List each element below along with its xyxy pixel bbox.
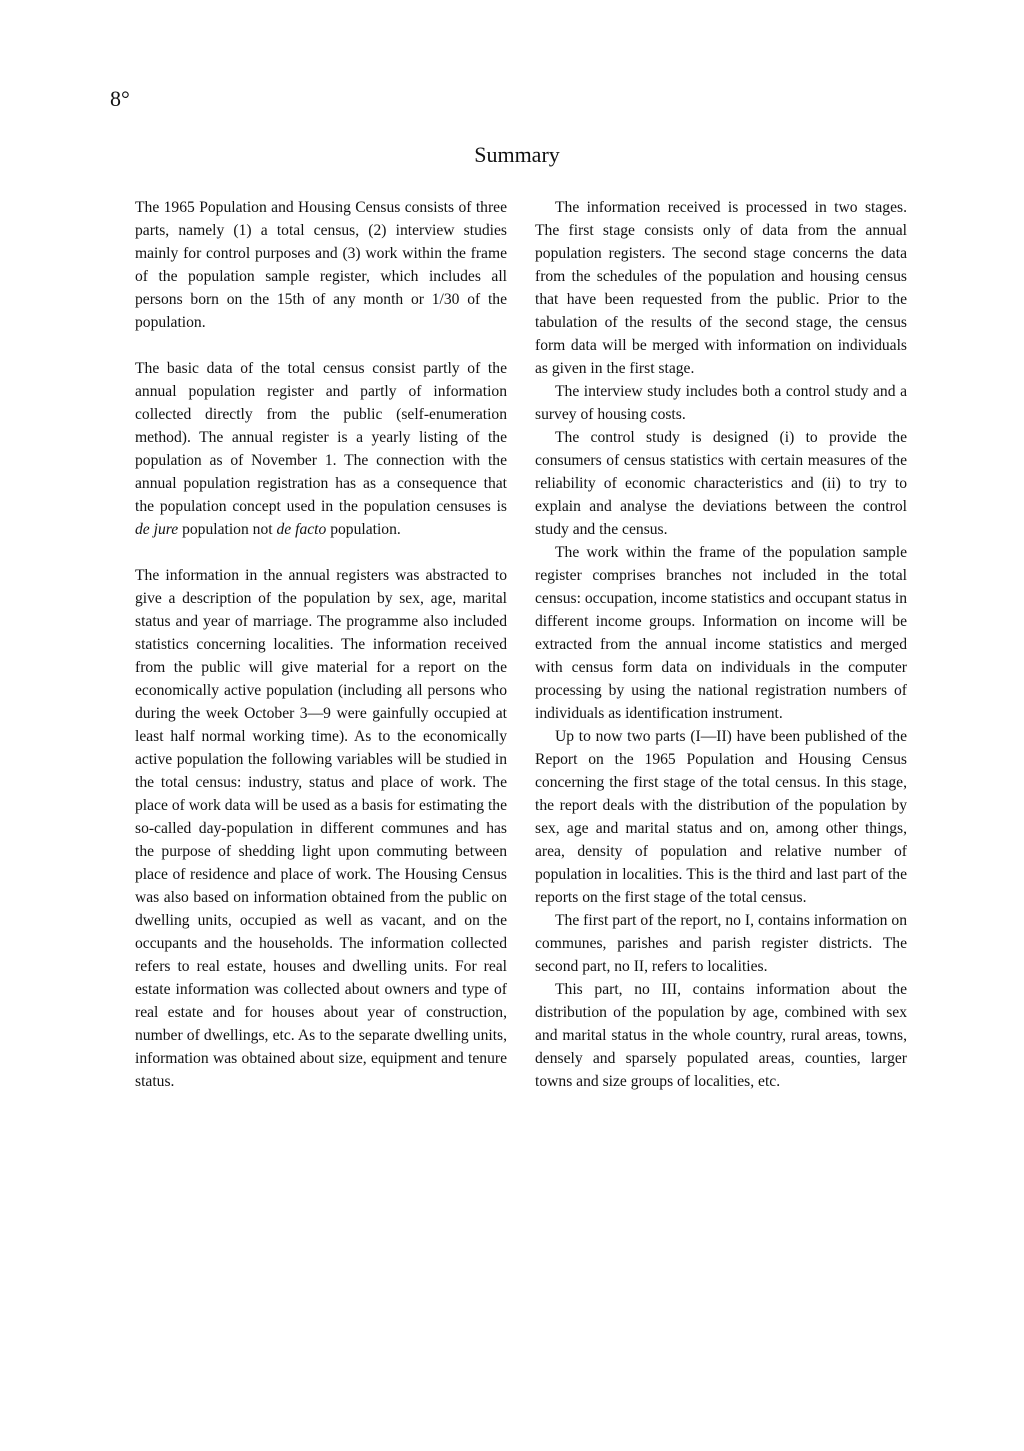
paragraph: The work within the frame of the population sample register comprises branches not included in the total census: occupation, income statistics and occupant status in different income groups. Information on income will be extracted from the annual income statistics and merged with census form data on individuals in the computer processing by using the national registration numbers of individuals as identification instrument. (535, 544, 907, 722)
paragraph: The 1965 Population and Housing Census consists of three parts, namely (1) a total census, (2) interview studies mainly for control purposes and (3) work within the frame of the population sample register, which includes all persons born on the 15th of any month or 1/30 of the population. (135, 199, 507, 331)
paragraph-text: population not (178, 521, 277, 538)
paragraph: The interview study includes both a control study and a survey of housing costs. (535, 383, 907, 423)
left-column (135, 196, 507, 1116)
italic-term: de jure (135, 521, 179, 538)
right-column (535, 196, 907, 1093)
paragraph: The information in the annual registers was abstracted to give a description of the population by sex, age, marital status and year of marriage. The programme also included statistics concerning localities. The information received from the public will give material for a report on the economically active population (including all persons who during the week October 3—9 were gainfully occupied at least half normal working time). As to the economically active population the following variables will be studied in the total census: industry, status and place of work. The place of work data will be used as a basis for estimating the so-called day-population in different communes and has the purpose of shedding light upon commuting between place of residence and place of work. The Housing Census was also based on information obtained from the public on dwelling units, occupied as well as vacant, and on the occupants and the households. The information collected refers to real estate, houses and dwelling units. For real estate information was collected about owners and type of real estate and for houses about year of construction, number of dwellings, etc. As to the separate dwelling units, information was obtained about size, equipment and tenure status. (135, 567, 507, 1090)
paragraph: The information received is processed in two stages. The first stage consists only of data from the annual population registers. The second stage concerns the data from the schedules of the population and housing census that have been requested from the public. Prior to the tabulation of the results of the second stage, the census form data will be merged with information on individuals as given in the first stage. (535, 199, 907, 377)
paragraph-text: population. (326, 521, 401, 538)
paragraph: This part, no III, contains information about the distribution of the population by age, combined with sex and marital status in the whole country, rural areas, towns, densely and sparsely populated areas, counties, larger towns and size groups of localities, etc. (535, 981, 907, 1090)
italic-term: de facto (276, 521, 327, 538)
paragraph (135, 357, 507, 541)
paragraph: Up to now two parts (I—II) have been published of the Report on the 1965 Population and Housing Census concerning the first stage of the total census. In this stage, the report deals with the distribution of the population by sex, age and marital status and on, among other things, area, density of population and relative number of population in localities. This is the third and last part of the reports on the first stage of the total census. (535, 728, 907, 906)
paragraph: The first part of the report, no I, contains information on communes, parishes and parish register districts. The second part, no II, refers to localities. (535, 912, 907, 975)
paragraph: The control study is designed (i) to provide the consumers of census statistics with certain measures of the reliability of economic characteristics and (ii) to try to explain and analyse the deviations between the control study and the census. (535, 429, 907, 538)
paragraph-text: The basic data of the total census consist partly of the annual population register and partly of information collected directly from the public (self-enumeration method). The annual register is a yearly listing of the population as of November 1. The connection with the annual population registration has as a consequence that the population concept used in the population censuses is (135, 360, 507, 515)
page-number: 8° (110, 86, 130, 111)
page-title: Summary (474, 142, 560, 167)
